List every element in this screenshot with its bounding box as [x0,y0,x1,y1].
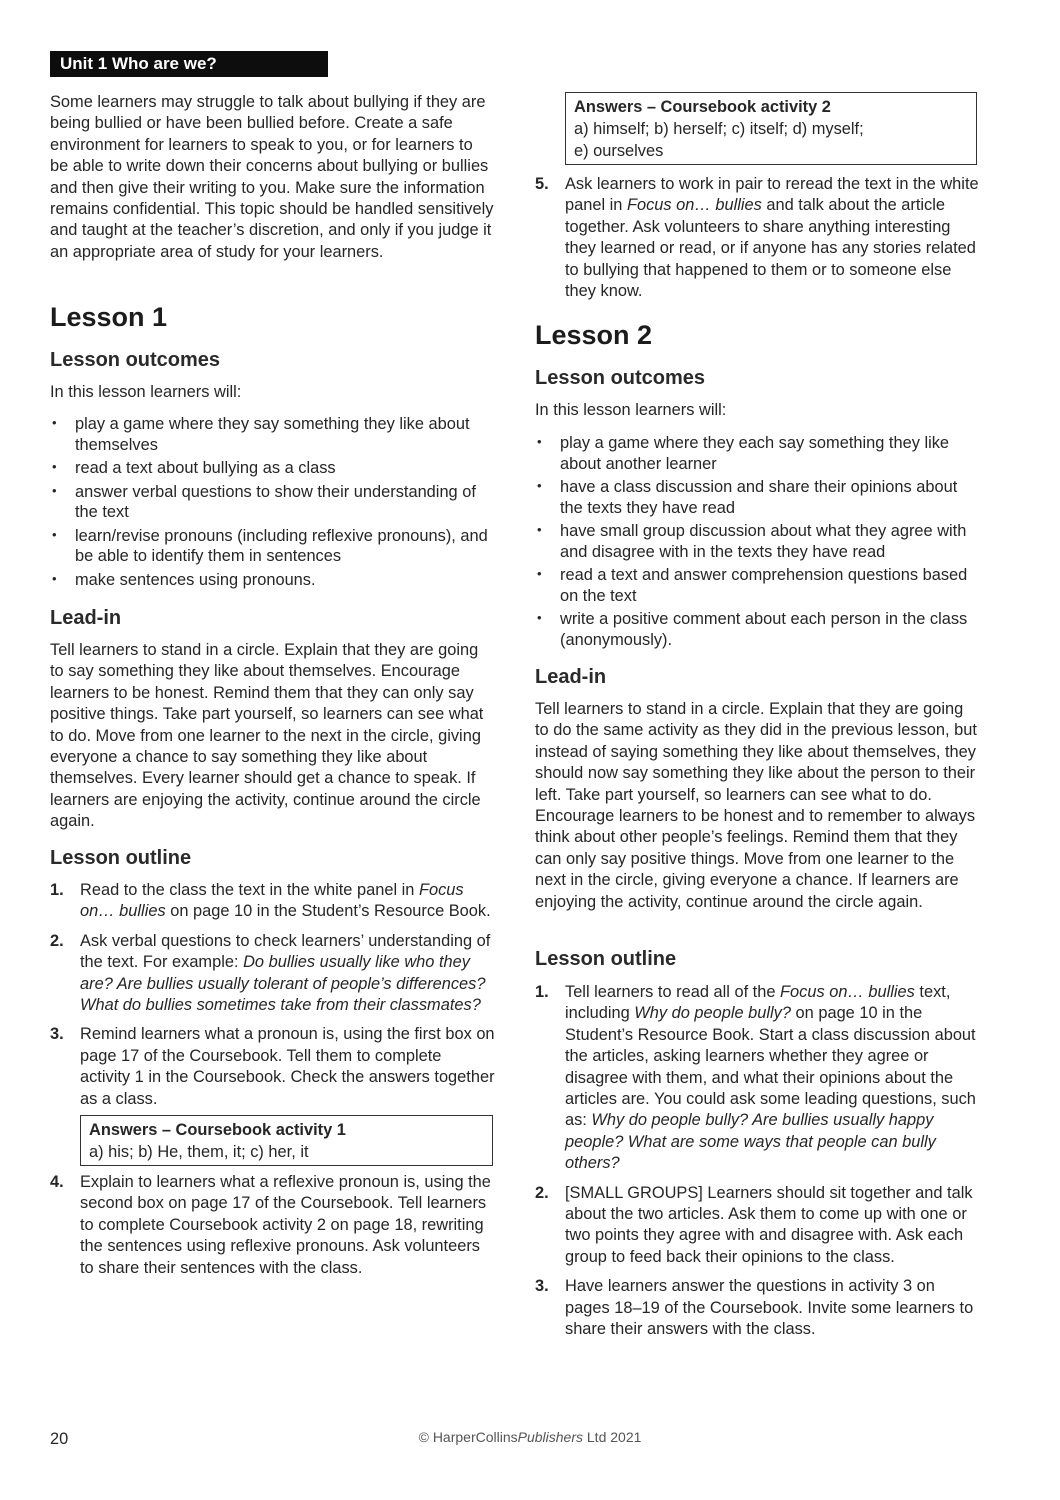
lesson-1-steps [50,880,495,1287]
list-item: • play a game where they each say something they like about another learner [537,434,950,473]
answers-activity-1-title: Answers – Coursebook activity 1 [89,1121,346,1140]
lesson-1-outline-heading: Lesson outline [50,847,192,869]
lesson-2-leadin-heading: Lead-in [535,666,607,688]
lesson-1-outcomes-intro: In this lesson learners will: [50,383,242,401]
list-item: 3. Have learners answer the questions in activity 3 on pages 18–19 of the Coursebook. Invite some learners to share their answers with the class. [535,1277,974,1339]
list-item: 1. Tell learners to read all of the Focus on… bullies text, including Why do people bully? on page 10 in the Student’s Resource Book. Start a class discussion about the articles, asking learners whether they agree or disagree with them, and what their opinions about the articles are. You could ask some leading questions, such as: Why do people bully? Are bullies usually happy people? What are some ways that people can bully others? [535,983,976,1173]
list-item: • answer verbal questions to show their understanding of the text [52,482,476,521]
list-item: 2. Ask verbal questions to check learners’ understanding of the text. For example: Do bullies usually like who they are? Are bullies usually tolerant of people’s differences? What do bullies sometimes take from their classmates? [50,931,491,1015]
lesson-2-leadin-text: Tell learners to stand in a circle. Explain that they are going to do the same activity as they did in the previous lesson, but instead of saying something they like about themselves, they should now say something they like about the person to their left. Take part yourself, so learners can see what to do. Encourage learners to be honest and to remember to always think about other people’s feelings. Remind them that they can only say positive things. Move from one learner to the next in the circle, giving everyone a chance. If learners are enjoying the activity, continue around the circle again. [535,700,977,911]
lesson-2-steps [535,982,980,1349]
answers-activity-2-title: Answers – Coursebook activity 2 [574,98,831,116]
answers-activity-2-line-1: a) himself; b) herself; c) itself; d) myself; [574,120,864,138]
answers-activity-1-text: a) his; b) He, them, it; c) her, it [89,1143,309,1162]
unit-banner: Unit 1 Who are we? [50,51,328,77]
answers-activity-1-box [80,1115,493,1166]
list-item: 5. Ask learners to work in pair to reread the text in the white panel in Focus on… bullies and talk about the article together. Ask volunteers to share anything interesting they learned or read, or if anyone has any stories related to bullying that happened to them or to someone else they know. [535,175,979,301]
answers-activity-2-line-2: e) ourselves [574,142,664,160]
lesson-1-leadin-text: Tell learners to stand in a circle. Explain that they are going to say something they like about themselves. Encourage learners to be honest. Remind them that they can only say positive things. Take part yourself, so learners can see what to do. Move from one learner to the next in the circle, giving everyone a chance to say something they like about themselves. Every learner should get a chance to speak. If learners are enjoying the activity, continue around the circle again. [50,641,484,831]
list-item: • learn/revise pronouns (including reflexive pronouns), and be able to identify them in sentences [52,526,488,565]
list-item: 4. Explain to learners what a reflexive pronoun is, using the second box on page 17 of the Coursebook. Tell learners to complete Coursebook activity 2 on page 18, rewriting the sentences using reflexive pronouns. Ask volunteers to share their sentences with the class. [50,1173,491,1277]
list-item: • make sentences using pronouns. [52,570,316,589]
list-item: • write a positive comment about each person in the class (anonymously). [537,610,968,649]
lesson-1-title: Lesson 1 [50,302,168,332]
list-item: • play a game where they say something they like about themselves [52,415,470,454]
list-item: • have a class discussion and share their opinions about the texts they have read [537,478,958,517]
answers-activity-2-box [565,92,977,165]
lesson-2-outcomes-intro: In this lesson learners will: [535,401,727,419]
intro-paragraph: Some learners may struggle to talk about bullying if they are being bullied or have been bullied before. Create a safe environment for learners to speak to you, or for learners to be able to write down their concerns about bullying or bullies and then give their writing to you. Make sure the information remains confidential. This topic should be handled sensitively and taught at the teacher’s discretion, and only if you judge it an appropriate area of study for your learners. [50,93,494,261]
list-item: 2. [SMALL GROUPS] Learners should sit together and talk about the two articles. Ask them to come up with one or two points they agree with and disagree with. Ask each group to feed back their opinions to the class. [535,1183,973,1266]
list-item: 3. Remind learners what a pronoun is, using the first box on page 17 of the Coursebook. Tell them to complete activity 1 in the Coursebook. Check the answers together as a class. Answers – Coursebook activity 1 a) his; b) He, them, it; c) her, it [50,1024,495,1166]
copyright-notice: © HarperCollinsPublishers Ltd 2021 [418,1429,642,1445]
lesson-2-outline-heading: Lesson outline [535,948,677,970]
lesson-2-outcomes-list [535,433,980,653]
list-item: • read a text and answer comprehension questions based on the text [537,566,968,605]
lesson-1-leadin-heading: Lead-in [50,607,122,629]
list-item: 1. Read to the class the text in the white panel in Focus on… bullies on page 10 in the Student’s Resource Book. [50,881,491,921]
lesson-1-outcomes-heading: Lesson outcomes [50,349,221,371]
page-number: 20 [50,1430,69,1448]
lesson-2-title: Lesson 2 [535,320,653,350]
lesson-1-step-5 [535,174,980,310]
list-item: • have small group discussion about what they agree with and disagree with in the texts they have read [537,522,967,561]
lesson-1-outcomes-list [50,414,495,593]
list-item: • read a text about bullying as a class [52,459,336,477]
lesson-2-outcomes-heading: Lesson outcomes [535,367,706,389]
